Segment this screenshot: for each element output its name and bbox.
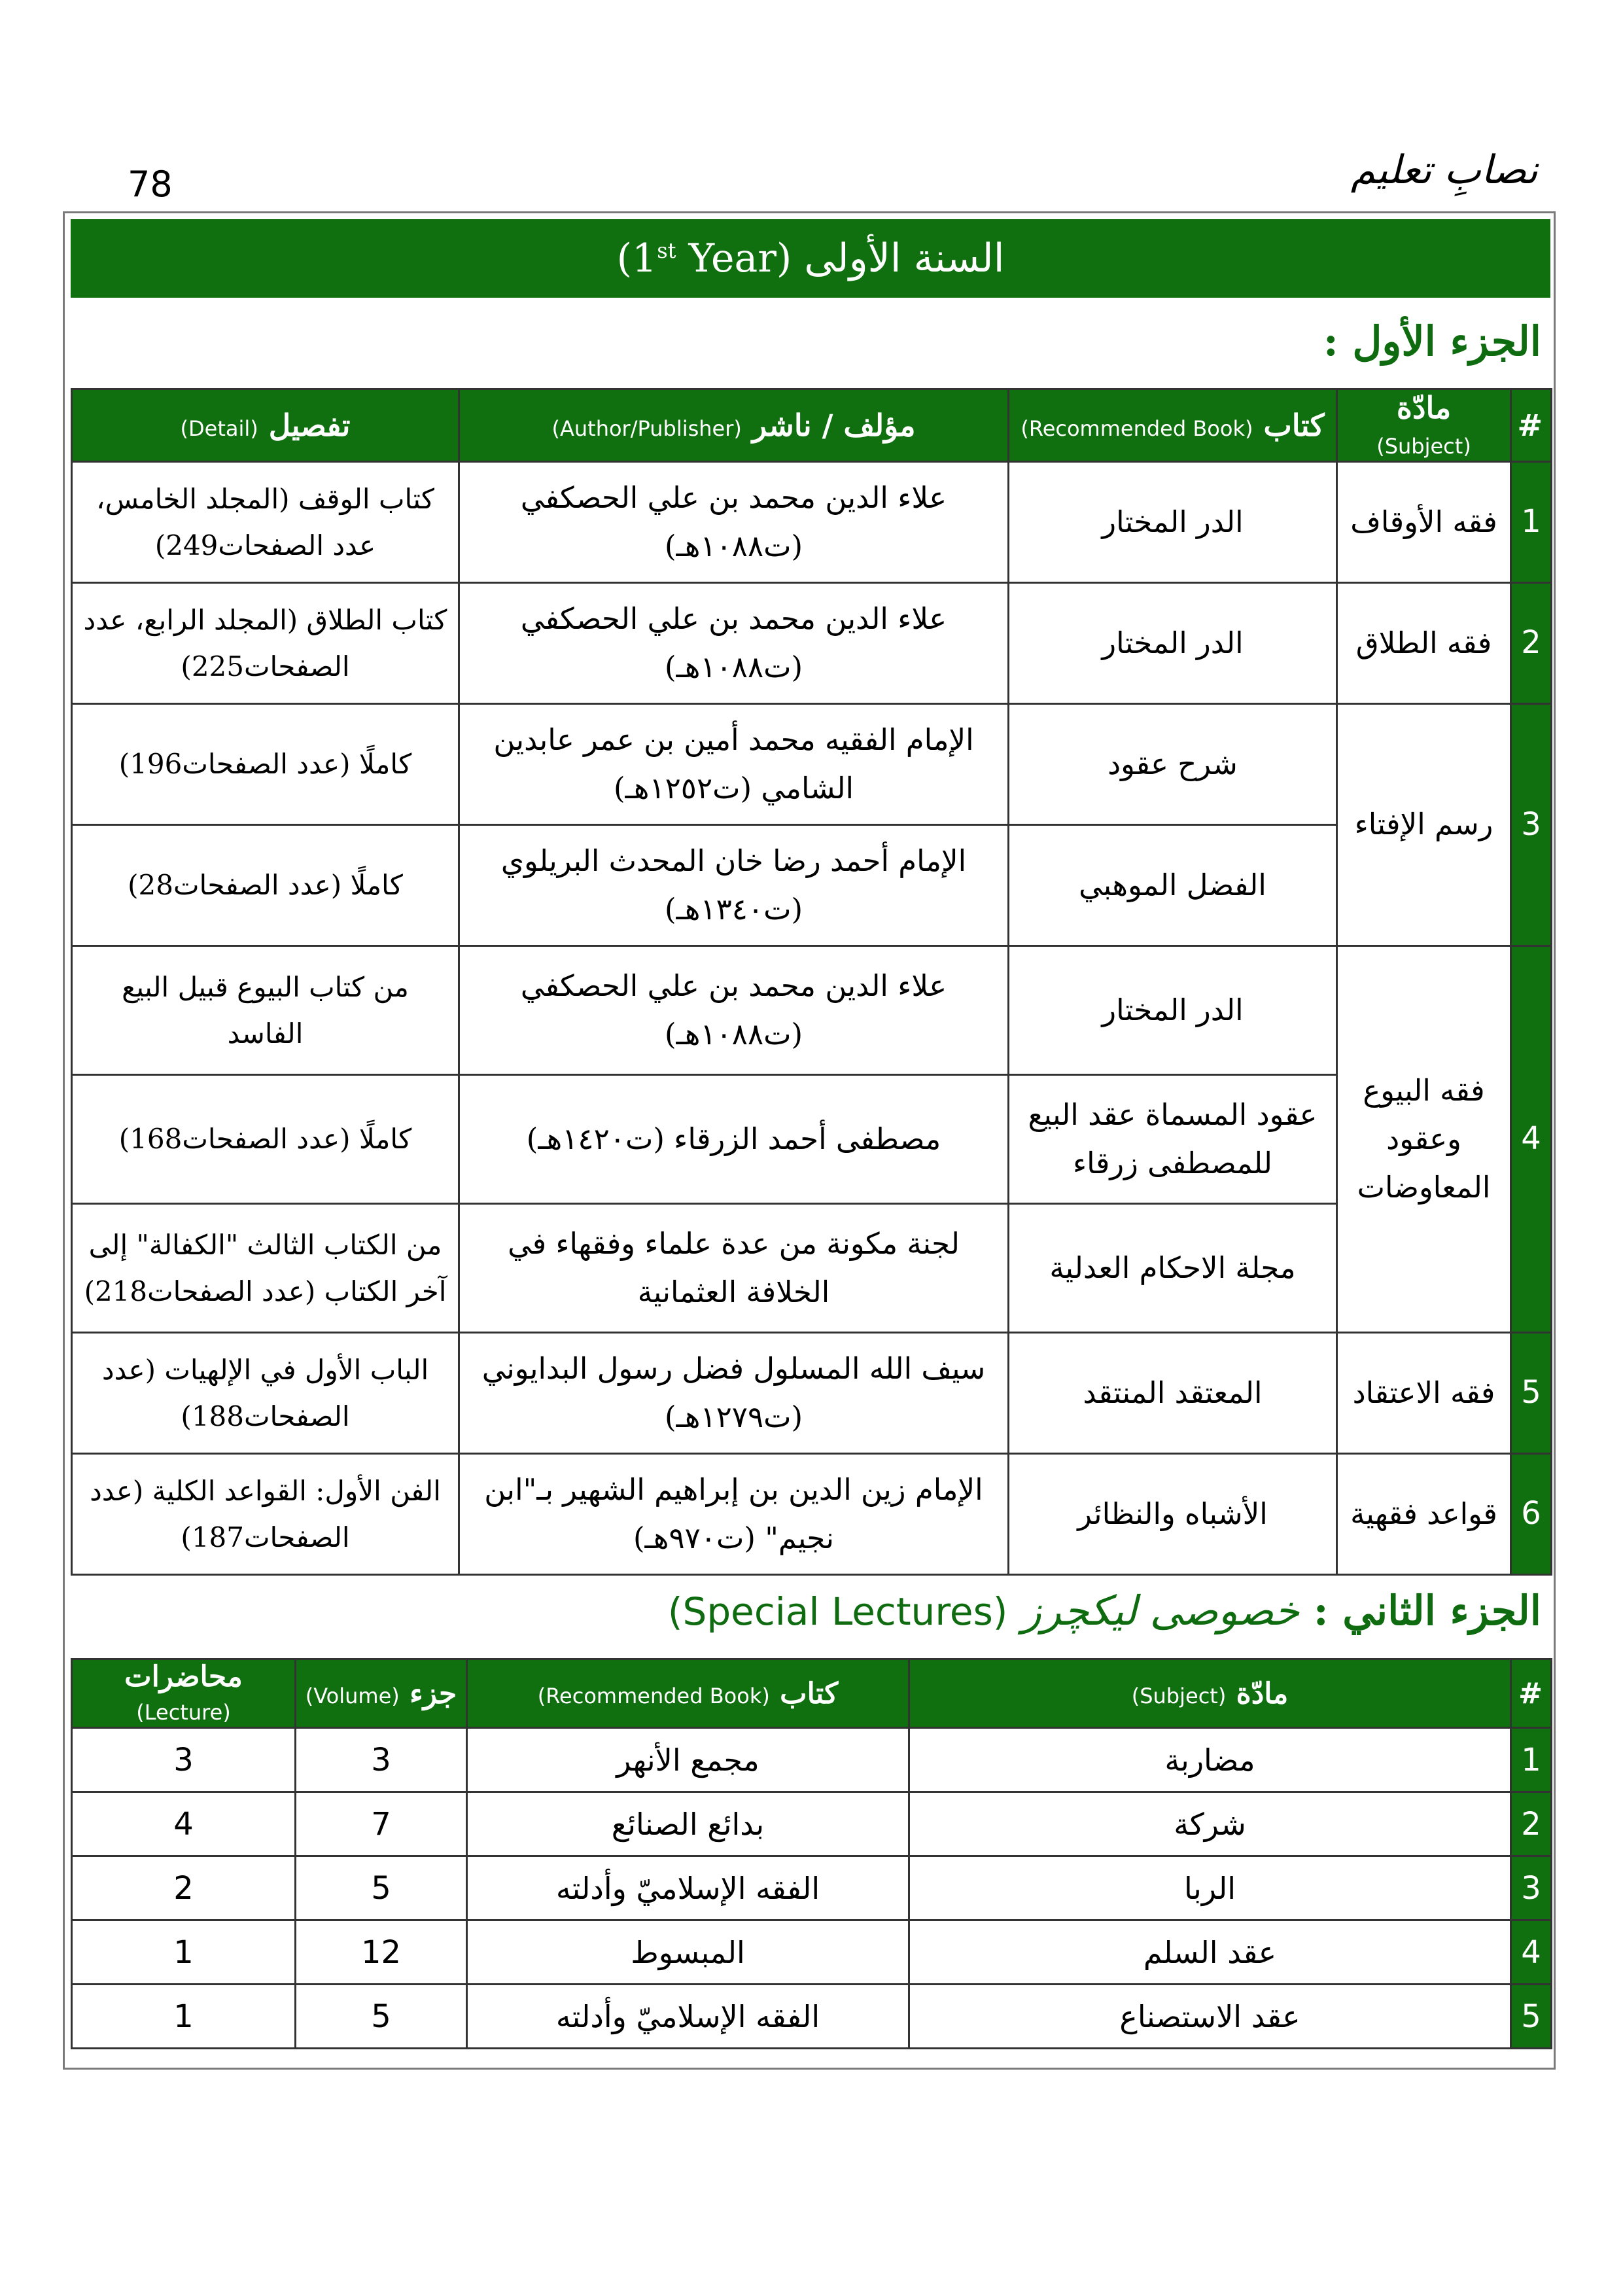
book-cell: الدر المختار: [1009, 946, 1337, 1075]
col-book: كتاب (Recommended Book): [1009, 389, 1337, 462]
col-subject: مادّة (Subject): [1337, 389, 1511, 462]
subject-cell: مضاربة: [909, 1728, 1511, 1792]
book-cell: بدائع الصنائع: [467, 1792, 909, 1856]
row-number: 1: [1511, 1728, 1552, 1792]
book-cell: الفقه الإسلاميّ وأدلته: [467, 1985, 909, 2049]
part2-heading: الجزء الثاني : خصوصی لیکچرز (Special Lectures): [667, 1587, 1541, 1634]
subject-cell: شركة: [909, 1792, 1511, 1856]
subject-cell: رسم الإفتاء: [1337, 704, 1511, 946]
detail-cell: كاملًا (عدد الصفحات196): [72, 704, 459, 825]
col-num: #: [1511, 1659, 1552, 1728]
running-header-title: نصابِ تعلیم: [1350, 147, 1538, 193]
table-row: [72, 1454, 1552, 1575]
table-row: [72, 704, 1552, 825]
year-banner-english: (1st Year): [616, 236, 792, 281]
table-row: [72, 1920, 1552, 1985]
row-number: 3: [1511, 704, 1552, 946]
subject-cell: عقد الاستصناع: [909, 1985, 1511, 2049]
lectures-cell: 4: [72, 1792, 296, 1856]
table-row: [72, 462, 1552, 583]
table-row: [72, 583, 1552, 704]
col-subject: مادّة (Subject): [909, 1659, 1511, 1728]
author-cell: مصطفى أحمد الزرقاء (ت١٤٢٠هـ): [459, 1075, 1009, 1204]
book-cell: المبسوط: [467, 1920, 909, 1985]
book-cell: الفقه الإسلاميّ وأدلته: [467, 1856, 909, 1920]
book-cell: الدر المختار: [1009, 583, 1337, 704]
author-cell: علاء الدين محمد بن علي الحصكفي (ت١٠٨٨هـ): [459, 462, 1009, 583]
book-cell: مجمع الأنهر: [467, 1728, 909, 1792]
row-number: 5: [1511, 1985, 1552, 2049]
subject-cell: الربا: [909, 1856, 1511, 1920]
table-row: [72, 1792, 1552, 1856]
author-cell: الإمام زين الدين بن إبراهيم الشهير بـ"ابن نجيم" (ت٩٧٠هـ): [459, 1454, 1009, 1575]
col-volume: جزء (Volume): [296, 1659, 467, 1728]
volume-cell: 12: [296, 1920, 467, 1985]
detail-cell: كاملًا (عدد الصفحات28): [72, 825, 459, 946]
book-cell: مجلة الاحكام العدلية: [1009, 1204, 1337, 1333]
part2-header-row: [72, 1659, 1552, 1728]
book-cell: الدر المختار: [1009, 462, 1337, 583]
detail-cell: كتاب الوقف (المجلد الخامس، عدد الصفحات249): [72, 462, 459, 583]
subject-cell: قواعد فقهية: [1337, 1454, 1511, 1575]
book-cell: شرح عقود: [1009, 704, 1337, 825]
part1-header-row: [72, 389, 1552, 462]
author-cell: سيف الله المسلول فضل رسول البدايوني (ت١٢٧٩هـ): [459, 1333, 1009, 1454]
detail-cell: كاملًا (عدد الصفحات168): [72, 1075, 459, 1204]
volume-cell: 5: [296, 1985, 467, 2049]
subject-cell: فقه الاعتقاد: [1337, 1333, 1511, 1454]
book-cell: الفضل الموهبي: [1009, 825, 1337, 946]
author-cell: علاء الدين محمد بن علي الحصكفي (ت١٠٨٨هـ): [459, 583, 1009, 704]
year-banner-arabic: السنة الأولى: [804, 236, 1005, 281]
lectures-cell: 3: [72, 1728, 296, 1792]
author-cell: الإمام أحمد رضا خان المحدث البريلوي (ت١٣٤٠هـ): [459, 825, 1009, 946]
subject-cell: فقه البيوع وعقود المعاوضات: [1337, 946, 1511, 1333]
col-book: كتاب (Recommended Book): [467, 1659, 909, 1728]
subject-cell: عقد السلم: [909, 1920, 1511, 1985]
col-author: مؤلف / ناشر (Author/Publisher): [459, 389, 1009, 462]
table-row: [72, 1333, 1552, 1454]
col-detail: تفصيل (Detail): [72, 389, 459, 462]
detail-cell: الباب الأول في الإلهيات (عدد الصفحات188): [72, 1333, 459, 1454]
volume-cell: 3: [296, 1728, 467, 1792]
row-number: 2: [1511, 583, 1552, 704]
lectures-cell: 2: [72, 1856, 296, 1920]
table-row: [72, 946, 1552, 1075]
page-number: 78: [128, 164, 173, 205]
detail-cell: الفن الأول: القواعد الكلية (عدد الصفحات187): [72, 1454, 459, 1575]
row-number: 6: [1511, 1454, 1552, 1575]
lectures-cell: 1: [72, 1985, 296, 2049]
detail-cell: من الكتاب الثالث "الكفالة" إلى آخر الكتاب (عدد الصفحات218): [72, 1204, 459, 1333]
col-lectures: محاضرات (Lecture): [72, 1659, 296, 1728]
row-number: 5: [1511, 1333, 1552, 1454]
subject-cell: فقه الأوقاف: [1337, 462, 1511, 583]
table-row: [72, 1728, 1552, 1792]
book-cell: المعتقد المنتقد: [1009, 1333, 1337, 1454]
row-number: 3: [1511, 1856, 1552, 1920]
author-cell: لجنة مكونة من عدة علماء وفقهاء في الخلافة العثمانية: [459, 1204, 1009, 1333]
subject-cell: فقه الطلاق: [1337, 583, 1511, 704]
author-cell: علاء الدين محمد بن علي الحصكفي (ت١٠٨٨هـ): [459, 946, 1009, 1075]
row-number: 2: [1511, 1792, 1552, 1856]
table-row: [72, 1856, 1552, 1920]
author-cell: الإمام الفقيه محمد أمين بن عمر عابدين الشامي (ت١٢٥٢هـ): [459, 704, 1009, 825]
table-row: [72, 1204, 1552, 1333]
year-banner: [71, 219, 1550, 298]
part2-table: [71, 1658, 1552, 2049]
book-cell: عقود المسماة عقد البيع للمصطفى زرقاء: [1009, 1075, 1337, 1204]
row-number: 4: [1511, 946, 1552, 1333]
col-num: #: [1511, 389, 1552, 462]
table-row: [72, 1075, 1552, 1204]
lectures-cell: 1: [72, 1920, 296, 1985]
part1-table: [71, 388, 1552, 1576]
volume-cell: 5: [296, 1856, 467, 1920]
volume-cell: 7: [296, 1792, 467, 1856]
detail-cell: من كتاب البيوع قبيل البيع الفاسد: [72, 946, 459, 1075]
part1-heading: الجزء الأول :: [1323, 317, 1541, 365]
row-number: 4: [1511, 1920, 1552, 1985]
table-row: [72, 825, 1552, 946]
table-row: [72, 1985, 1552, 2049]
book-cell: الأشباه والنظائر: [1009, 1454, 1337, 1575]
detail-cell: كتاب الطلاق (المجلد الرابع، عدد الصفحات225): [72, 583, 459, 704]
row-number: 1: [1511, 462, 1552, 583]
